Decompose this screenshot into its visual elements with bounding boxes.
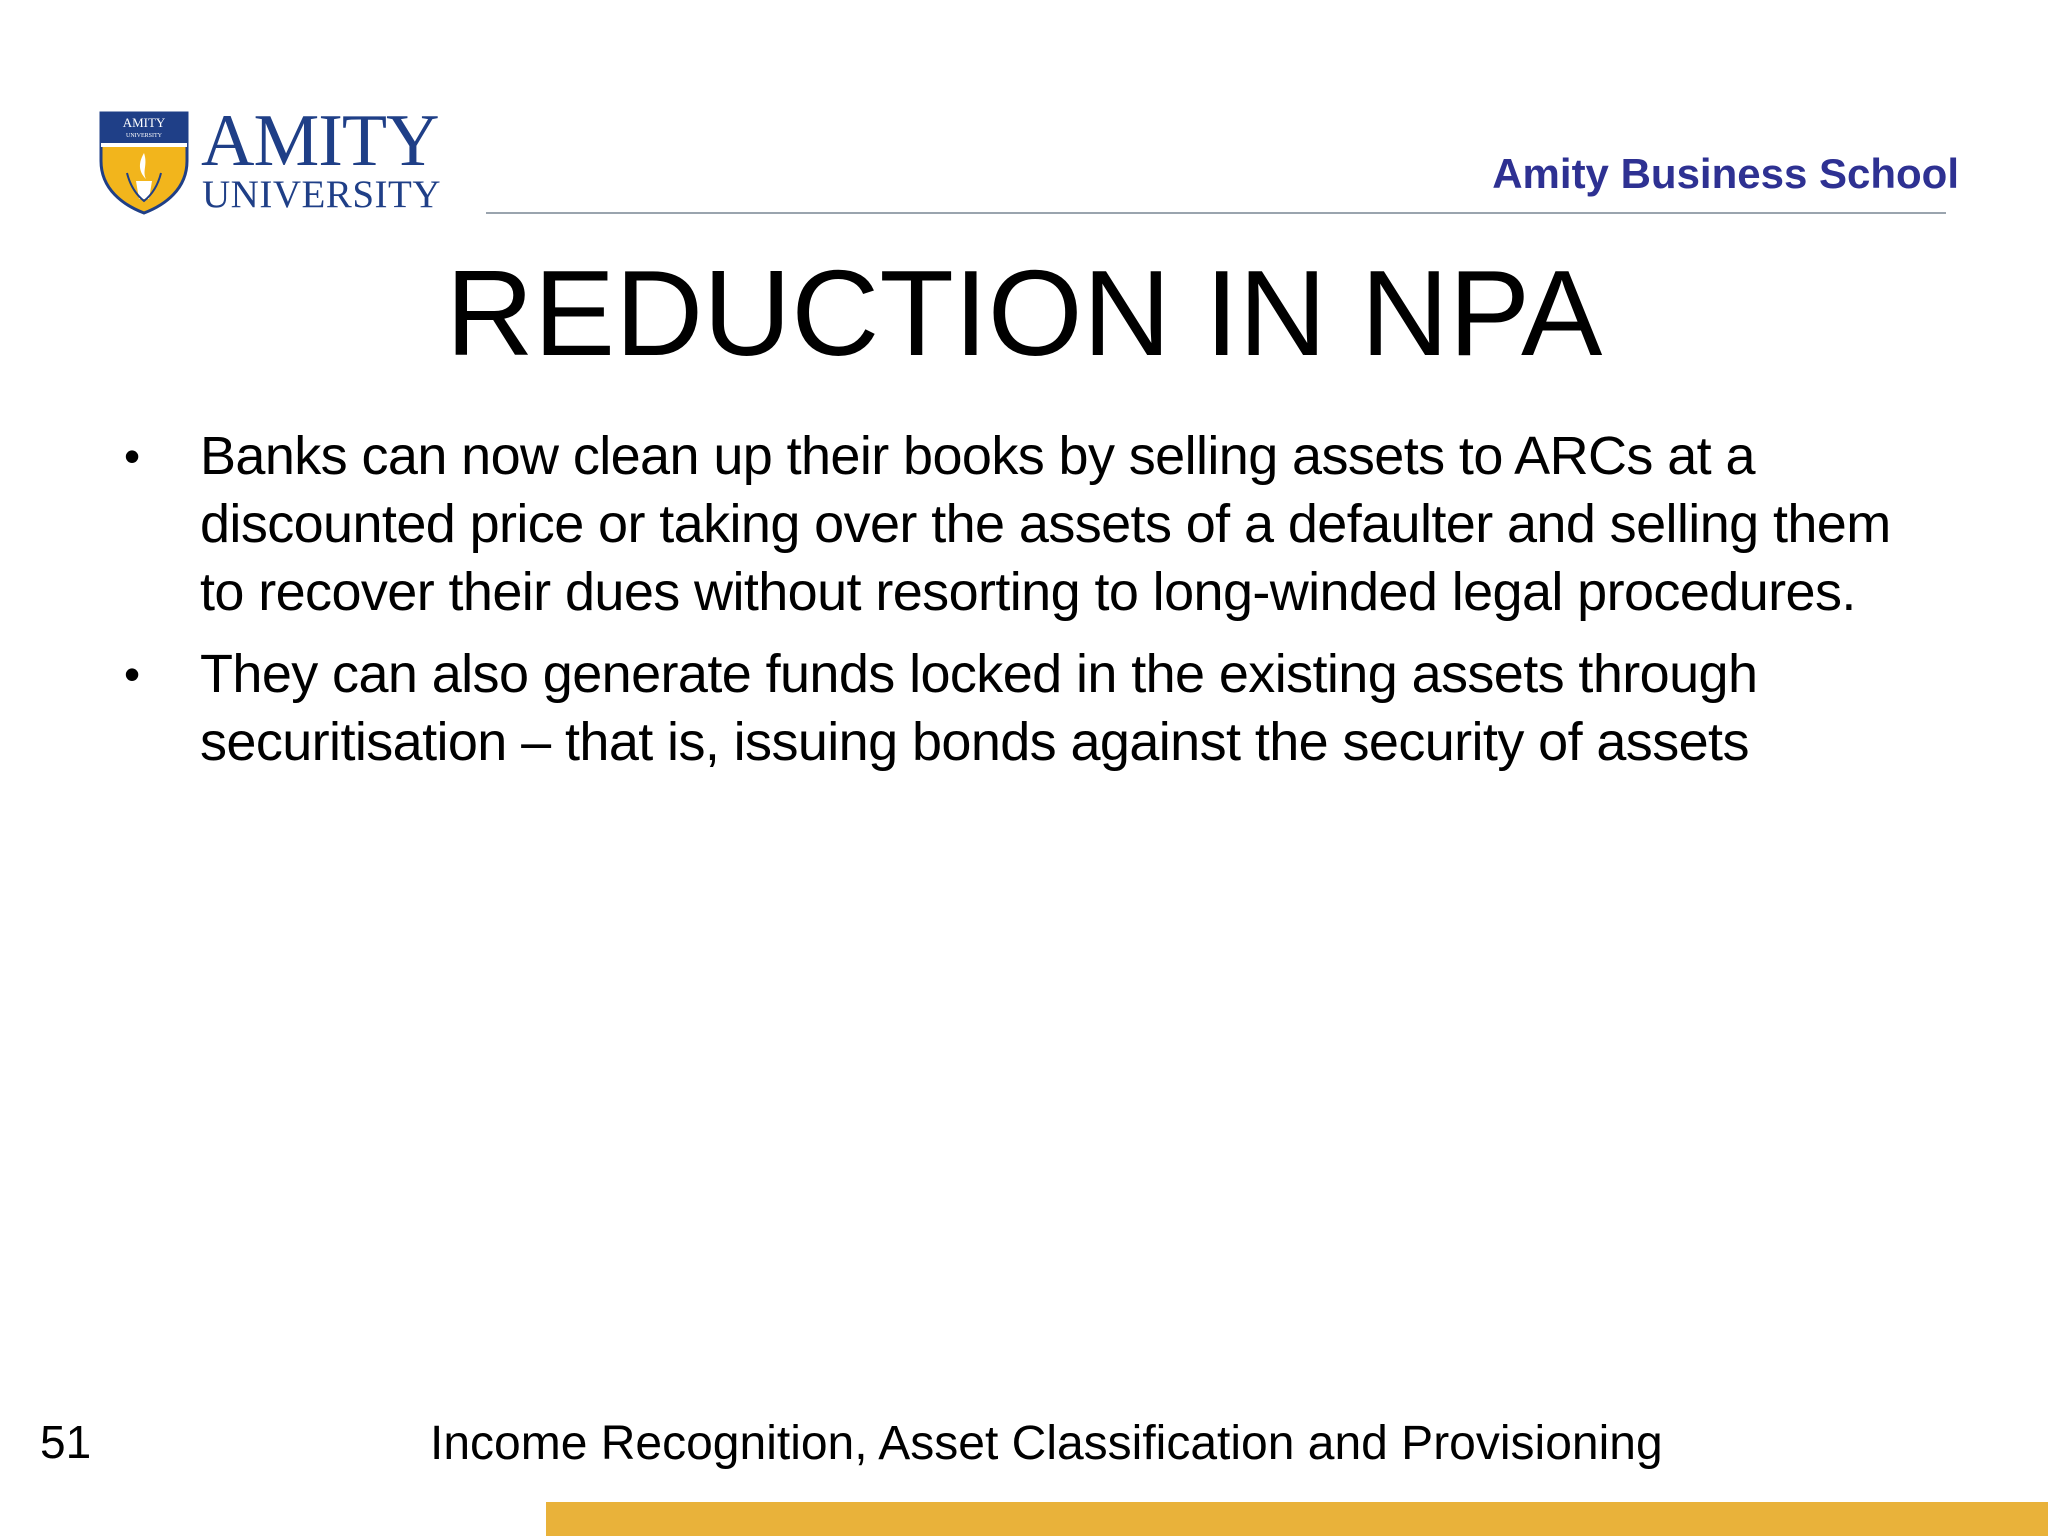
amity-crest-icon: [97, 109, 191, 215]
page-number: 51: [40, 1416, 92, 1468]
bullet-text: Banks can now clean up their books by selling assets to ARCs at a discounted price or taking over the assets of a defaulter and selling them to recover their dues without resorting to long-winded legal procedures.: [200, 426, 1891, 622]
bullet-item: [118, 640, 1918, 776]
logo-wordmark-main: AMITY: [201, 100, 439, 182]
logo-crest-text: AMITY: [122, 115, 166, 130]
footer-title: Income Recognition, Asset Classification and Provisioning: [430, 1417, 1663, 1470]
bullet-item: [118, 422, 1918, 626]
amity-university-logo: [97, 100, 447, 219]
logo-wordmark-sub: UNIVERSITY: [202, 173, 441, 216]
bullet-icon: •: [124, 430, 140, 482]
bullet-text: They can also generate funds locked in the existing assets through securitisation – that is, issuing bonds against the security of assets: [200, 644, 1758, 772]
header-divider: [486, 212, 1946, 214]
logo-crest-subtext: UNIVERSITY: [126, 133, 162, 139]
school-name: Amity Business School: [1492, 150, 1959, 197]
footer-accent-bar: [546, 1502, 2048, 1536]
bullet-list: [118, 422, 1918, 790]
slide-title: REDUCTION IN NPA: [445, 245, 1603, 381]
bullet-icon: •: [124, 648, 140, 700]
